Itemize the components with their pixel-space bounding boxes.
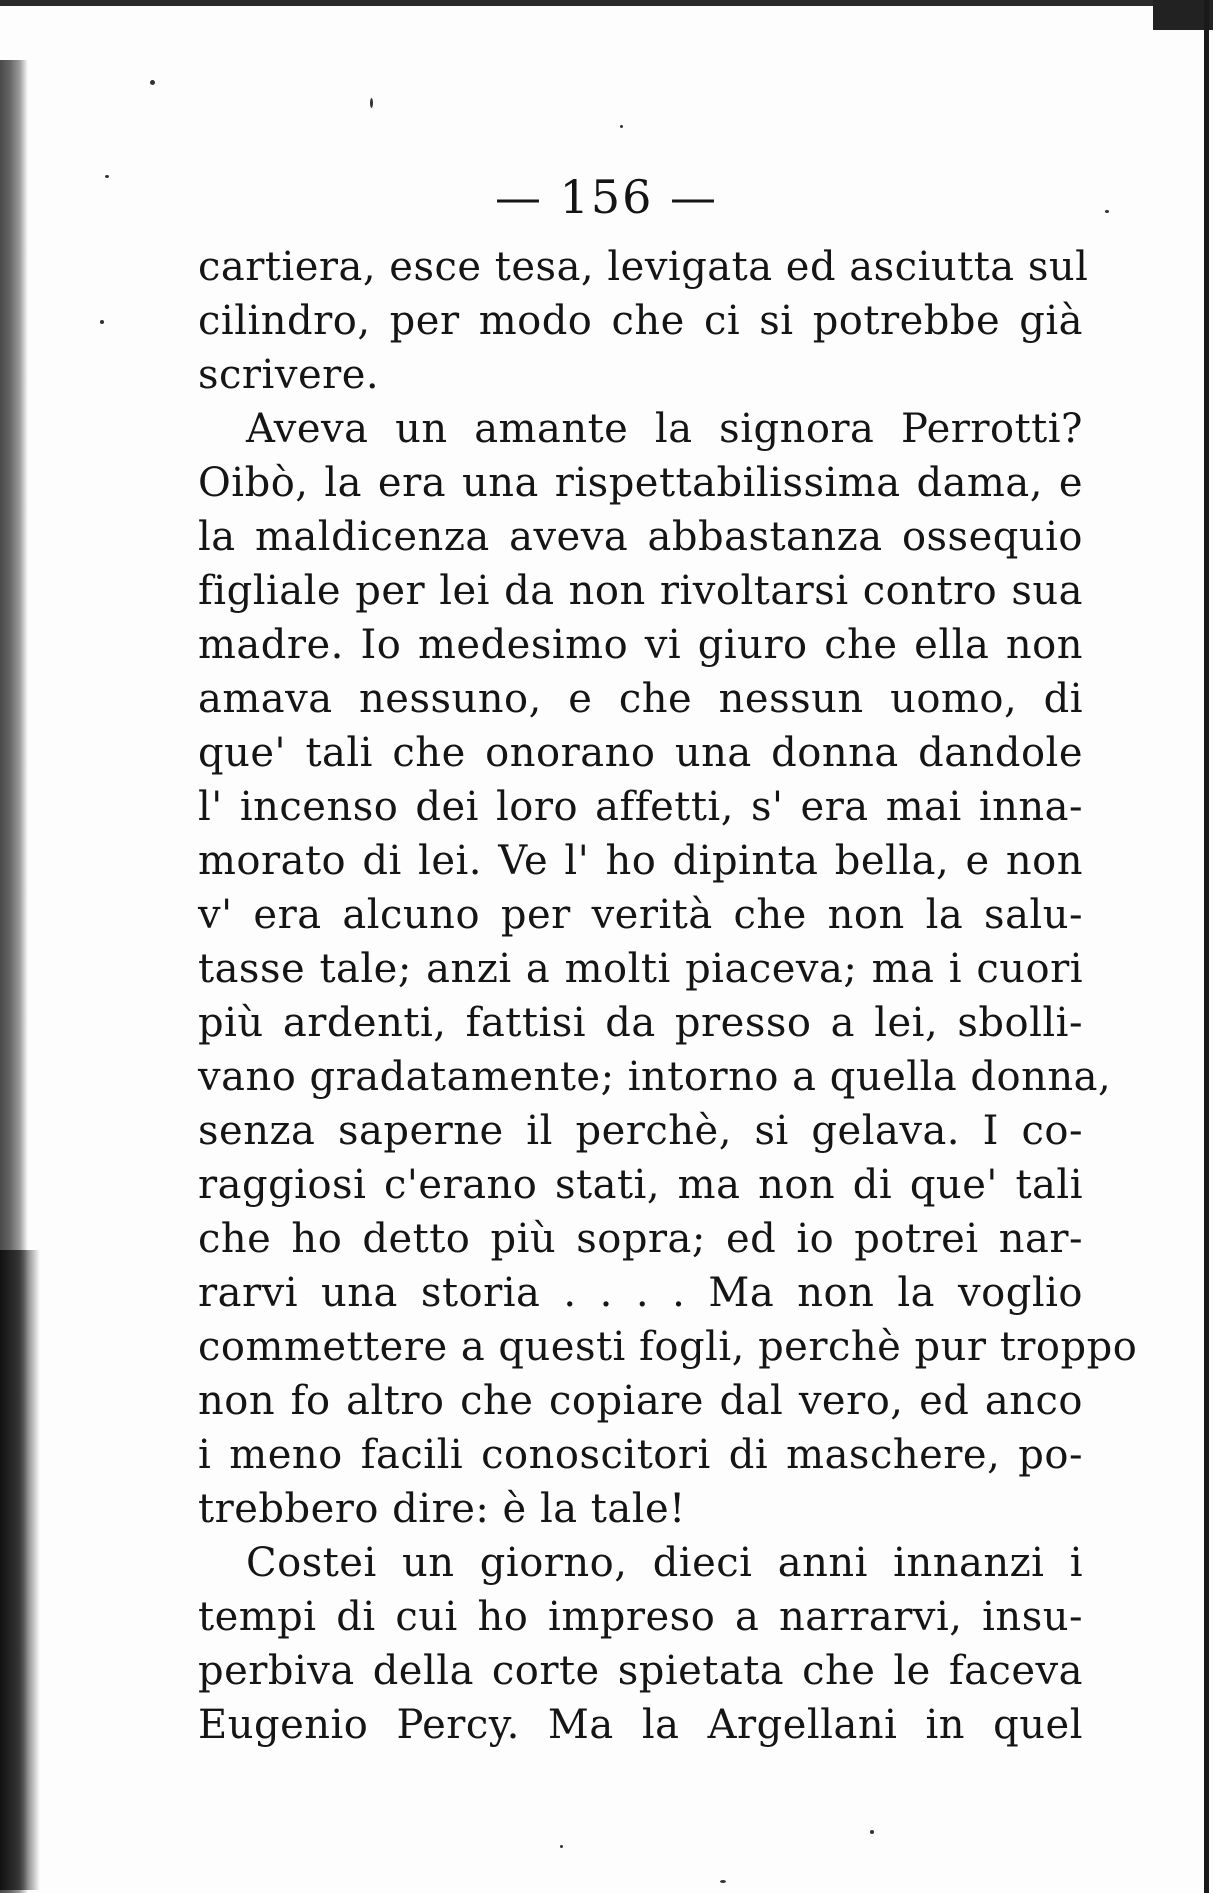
text-line: Aveva un amante la signora Perrotti? bbox=[246, 406, 1083, 452]
scan-speck bbox=[150, 80, 155, 85]
text-line: scrivere. bbox=[198, 352, 380, 398]
text-line: cilindro, per modo che ci si potrebbe già bbox=[198, 298, 1083, 344]
text-line: più ardenti, fattisi da presso a lei, sbolli- bbox=[198, 1000, 1083, 1046]
text-line: amava nessuno, e che nessun uomo, di bbox=[198, 676, 1083, 722]
scan-speck bbox=[100, 320, 104, 324]
text-line: Costei un giorno, dieci anni innanzi i bbox=[246, 1540, 1083, 1586]
text-line: non fo altro che copiare dal vero, ed anco bbox=[198, 1378, 1083, 1424]
text-line: trebbero dire: è la tale! bbox=[198, 1486, 686, 1532]
page-right-edge bbox=[1204, 0, 1209, 1893]
text-line: l' incenso dei loro affetti, s' era mai inna- bbox=[198, 784, 1083, 830]
page-number: — 156 — bbox=[494, 170, 719, 224]
body-text bbox=[198, 240, 1138, 1752]
text-line: che ho detto più sopra; ed io potrei nar- bbox=[198, 1216, 1083, 1262]
text-line: v' era alcuno per verità che non la salu- bbox=[198, 892, 1083, 938]
text-line: cartiera, esce tesa, levigata ed asciutta sul bbox=[198, 244, 1089, 290]
text-line: perbiva della corte spietata che le faceva bbox=[198, 1648, 1083, 1694]
text-line: Oibò, la era una rispettabilissima dama, e bbox=[198, 460, 1083, 506]
text-line: que' tali che onorano una donna dandole bbox=[198, 730, 1083, 776]
binding-gutter-shadow-lower bbox=[0, 1250, 40, 1890]
text-line: figliale per lei da non rivoltarsi contro sua bbox=[198, 568, 1083, 614]
text-line: rarvi una storia . . . . Ma non la voglio bbox=[198, 1270, 1083, 1316]
scan-speck bbox=[870, 1830, 874, 1834]
text-line: tempi di cui ho impreso a narrarvi, insu- bbox=[198, 1594, 1083, 1640]
text-line: commettere a questi fogli, perchè pur troppo bbox=[198, 1324, 1138, 1370]
text-line: vano gradatamente; intorno a quella donna, bbox=[198, 1054, 1112, 1100]
page-top-edge bbox=[0, 0, 1213, 6]
text-line: tasse tale; anzi a molti piaceva; ma i cuori bbox=[198, 946, 1083, 992]
scan-speck bbox=[560, 1845, 563, 1848]
text-line: madre. Io medesimo vi giuro che ella non bbox=[198, 622, 1083, 668]
text-line: raggiosi c'erano stati, ma non di que' tali bbox=[198, 1162, 1083, 1208]
text-line: morato di lei. Ve l' ho dipinta bella, e non bbox=[198, 838, 1083, 884]
text-line: la maldicenza aveva abbastanza ossequio bbox=[198, 514, 1083, 560]
text-line: senza saperne il perchè, si gelava. I co- bbox=[198, 1108, 1083, 1154]
text-line: Eugenio Percy. Ma la Argellani in quel bbox=[198, 1702, 1083, 1748]
scan-speck bbox=[370, 98, 373, 108]
scan-speck bbox=[620, 125, 623, 128]
text-line: i meno facili conoscitori di maschere, po- bbox=[198, 1432, 1083, 1478]
scan-speck bbox=[720, 1880, 726, 1883]
